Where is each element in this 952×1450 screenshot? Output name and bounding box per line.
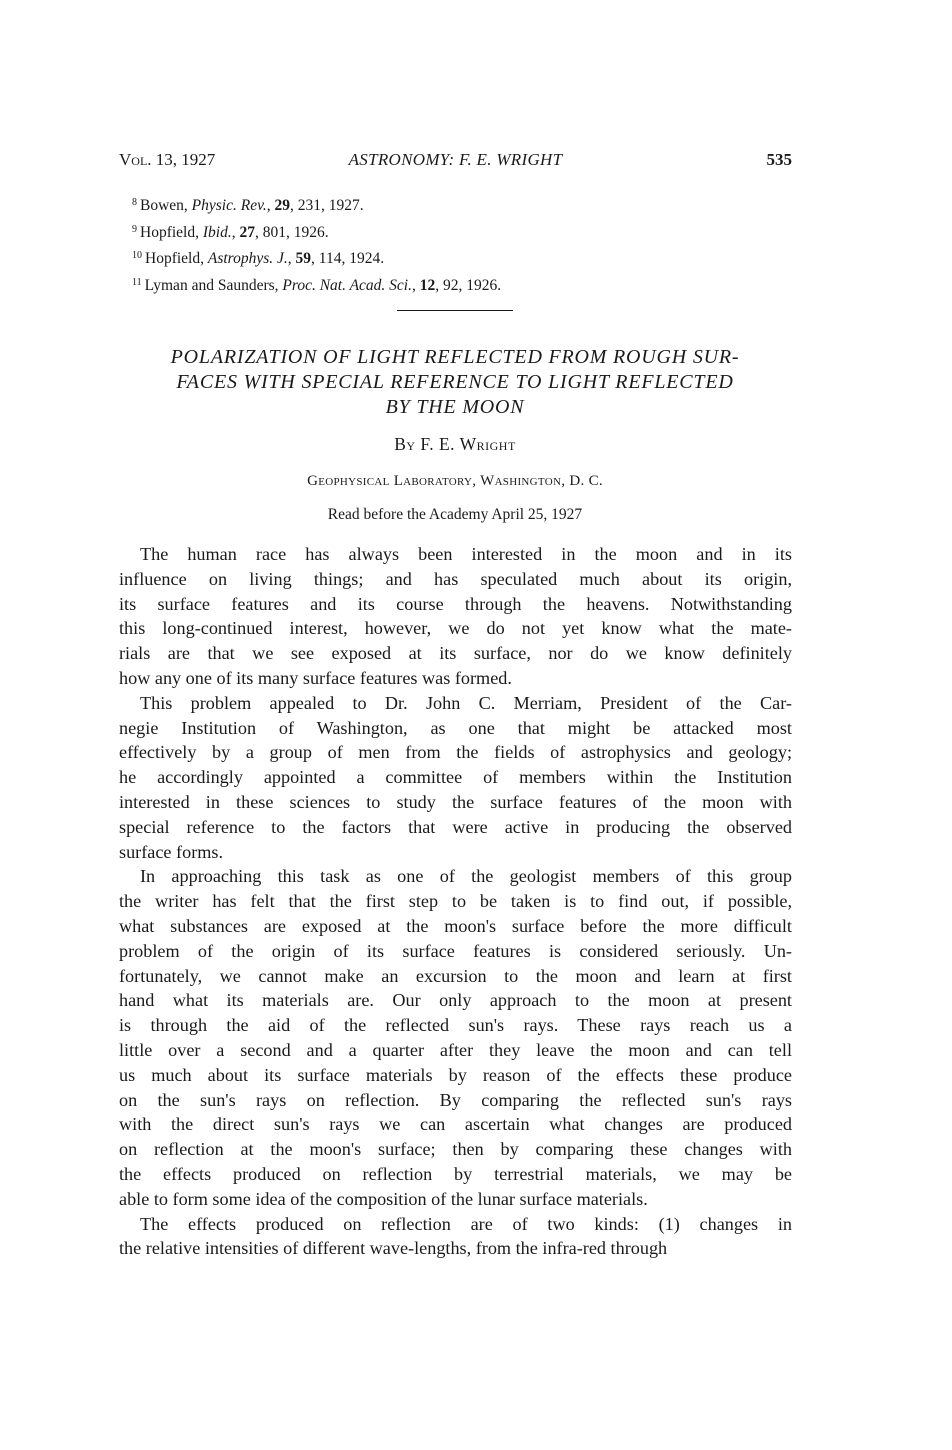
text-line: surface forms. — [119, 841, 224, 862]
running-head — [119, 150, 792, 174]
text-line: rials are that we see exposed at its surface, nor do we know definitely — [119, 643, 792, 664]
text-line: the writer has felt that the first step to be taken is to find out, if possible, — [119, 891, 792, 912]
section-divider — [397, 310, 513, 311]
footnote-number: 9 — [132, 223, 137, 235]
footnote — [132, 218, 772, 245]
text-line: this long-continued interest, however, we do not yet know what the mate- — [119, 618, 792, 639]
footnote-volume: 59 — [295, 250, 312, 267]
article-body — [119, 542, 792, 1261]
text-line: The effects produced on reflection are of two kinds: (1) changes in — [140, 1213, 792, 1234]
footnote-pages: , 231, 1927. — [289, 197, 364, 214]
footnote — [132, 244, 772, 271]
text-line: influence on living things; and has speculated much about its origin, — [119, 568, 792, 589]
paragraph — [119, 1212, 792, 1262]
text-line: The human race has always been interested in the moon and in its — [140, 544, 792, 564]
text-line: what substances are exposed at the moon's surface before the more difficult — [119, 915, 792, 936]
text-line: hand what its materials are. Our only approach to the moon at present — [119, 990, 792, 1011]
footnote — [132, 271, 772, 298]
footnote-sep: , — [411, 276, 420, 294]
article-title — [110, 345, 800, 420]
read-note: Read before the Academy April 25, 1927 — [327, 506, 583, 523]
footnote-volume: 29 — [274, 197, 290, 214]
text-line: with the direct sun's rays we can ascertain what changes are produced — [119, 1114, 792, 1135]
text-line: In approaching this task as one of the geologist members of this group — [140, 866, 792, 887]
footnote-volume: 27 — [239, 223, 255, 241]
paragraph — [119, 864, 792, 1211]
text-line: how any one of its many surface features was formed. — [119, 667, 512, 688]
text-line: interested in these sciences to study the surface features of the moon with — [119, 791, 792, 812]
footnote-author: Hopfield, — [140, 223, 203, 241]
text-line: able to form some idea of the composition of the lunar surface materials. — [119, 1188, 648, 1209]
footnote-sep: , — [287, 250, 296, 267]
footnote-pages: , 114, 1924. — [311, 250, 385, 267]
footnote-volume: 12 — [419, 276, 436, 294]
footnote-pages: , 92, 1926. — [435, 276, 502, 294]
text-line: fortunately, we cannot make an excursion to the moon and learn at first — [119, 965, 792, 986]
text-line: problem of the origin of its surface features is considered seriously. Un- — [119, 940, 792, 961]
text-line: he accordingly appointed a committee of members within the Institution — [119, 767, 792, 788]
text-line: on the sun's rays on reflection. By comparing the reflected sun's rays — [119, 1089, 792, 1110]
text-line: This problem appealed to Dr. John C. Merriam, President of the Car- — [140, 692, 792, 713]
author-affiliation: Geophysical Laboratory, Washington, D. C. — [307, 473, 603, 489]
text-line: little over a second and a quarter after they leave the moon and can tell — [119, 1039, 792, 1060]
footnote-journal: Proc. Nat. Acad. Sci. — [282, 276, 412, 294]
footnote-number: 11 — [132, 276, 142, 288]
footnote-author: Bowen, — [140, 197, 192, 214]
footnote-pages: , 801, 1926. — [254, 223, 329, 241]
footnote-sep: , — [231, 223, 240, 241]
footnote-number: 8 — [132, 197, 137, 208]
footnote-journal: Physic. Rev. — [191, 197, 267, 214]
text-line: negie Institution of Washington, as one that might be attacked most — [119, 717, 792, 738]
title-line: POLARIZATION OF LIGHT REFLECTED FROM ROUGH SUR- — [170, 346, 740, 368]
title-line: FACES WITH SPECIAL REFERENCE TO LIGHT REFLECTED — [176, 371, 734, 393]
text-line: on reflection at the moon's surface; then by comparing these changes with — [119, 1139, 792, 1160]
text-line: the relative intensities of different wave-lengths, from the infra-red through — [119, 1238, 668, 1259]
text-line: effectively by a group of men from the fields of astrophysics and geology; — [119, 742, 792, 763]
page-number: 535 — [766, 150, 792, 169]
footnote-journal: Astrophys. J. — [207, 250, 288, 267]
footnote-author: Lyman and Saunders, — [144, 276, 283, 294]
article-author: By F. E. Wright — [394, 434, 516, 454]
footnote — [132, 191, 772, 218]
paragraph — [119, 542, 792, 691]
text-line: is through the aid of the reflected sun's rays. These rays reach us a — [119, 1015, 792, 1036]
text-line: the effects produced on reflection by terrestrial materials, we may be — [119, 1163, 792, 1184]
text-line: us much about its surface materials by reason of the effects these produce — [119, 1064, 792, 1085]
title-line: BY THE MOON — [385, 396, 525, 418]
text-line: special reference to the factors that were active in producing the observed — [119, 816, 792, 837]
footnote-number: 10 — [132, 250, 142, 261]
paragraph — [119, 691, 792, 865]
footnote-author: Hopfield, — [145, 250, 208, 267]
volume-label: Vol. 13, 1927 — [119, 150, 216, 169]
running-title: ASTRONOMY: F. E. WRIGHT — [348, 150, 563, 169]
footnote-sep: , — [266, 197, 275, 214]
footnote-journal: Ibid. — [202, 223, 232, 241]
footnotes — [132, 191, 772, 297]
text-line: its surface features and its course through the heavens. Notwithstanding — [119, 593, 792, 614]
